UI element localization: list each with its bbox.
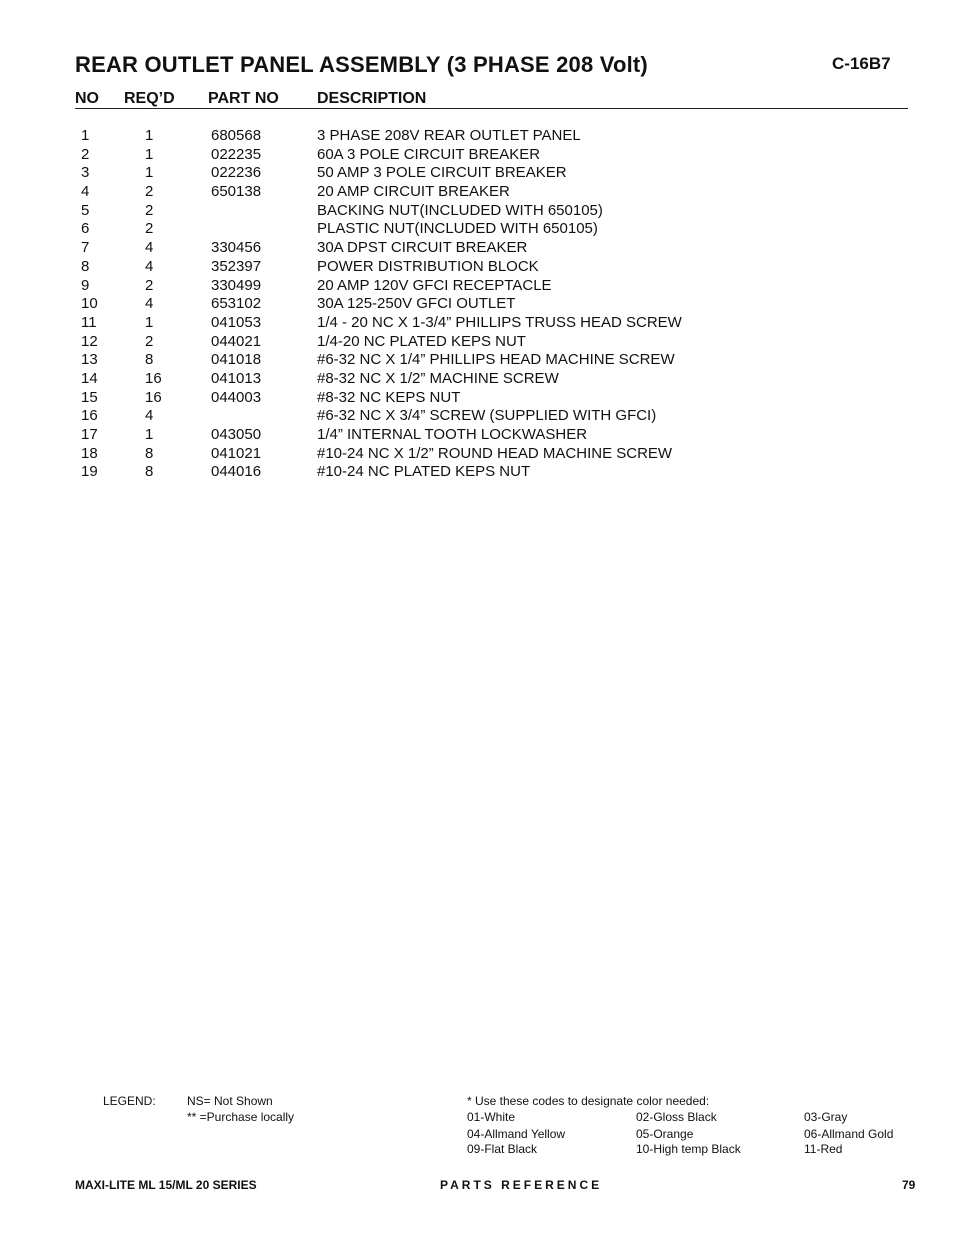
row-no: 10	[81, 295, 98, 313]
header-divider	[75, 108, 908, 109]
row-description: 50 AMP 3 POLE CIRCUIT BREAKER	[317, 164, 567, 182]
row-no: 17	[81, 426, 98, 443]
table-row	[0, 314, 954, 333]
row-no: 4	[81, 183, 90, 201]
row-no: 14	[81, 369, 98, 387]
row-no: 12	[81, 332, 98, 350]
row-description: 20 AMP 120V GFCI RECEPTACLE	[317, 276, 552, 294]
table-row	[0, 445, 954, 464]
legend-label: LEGEND:	[103, 1094, 156, 1108]
row-no: 13	[81, 351, 98, 369]
row-qty: 4	[145, 239, 154, 257]
table-row	[0, 220, 954, 239]
row-description: 3 PHASE 208V REAR OUTLET PANEL	[317, 127, 581, 144]
row-no: 16	[81, 407, 98, 425]
row-description: #6-32 NC X 3/4” SCREW (SUPPLIED WITH GFCI)	[317, 407, 657, 425]
color-code: 06-Allmand Gold	[804, 1127, 894, 1141]
legend-purchase: ** =Purchase locally	[187, 1110, 295, 1124]
row-description: 1/4 - 20 NC X 1-3/4” PHILLIPS TRUSS HEAD SCREW	[317, 313, 682, 331]
row-qty: 8	[145, 463, 154, 481]
table-row	[0, 239, 954, 258]
color-code: 01-White	[467, 1110, 516, 1124]
row-qty: 8	[145, 351, 154, 369]
row-description: #6-32 NC X 1/4” PHILLIPS HEAD MACHINE SCREW	[317, 351, 675, 369]
color-code: 05-Orange	[636, 1127, 694, 1141]
row-no: 2	[81, 145, 90, 163]
row-description: 1/4” INTERNAL TOOTH LOCKWASHER	[317, 426, 588, 443]
row-qty: 16	[145, 369, 162, 387]
row-part-no: 043050	[211, 426, 262, 443]
header-no: NO	[75, 90, 99, 107]
row-part-no: 044021	[211, 332, 262, 350]
color-code: 02-Gloss Black	[636, 1110, 717, 1124]
header-description: DESCRIPTION	[317, 90, 427, 107]
row-description: #8-32 NC X 1/2” MACHINE SCREW	[317, 369, 559, 387]
row-description: PLASTIC NUT(INCLUDED WITH 650105)	[317, 220, 598, 238]
row-part-no: 041053	[211, 313, 262, 331]
row-qty: 2	[145, 201, 154, 219]
header-req: REQ’D	[124, 90, 175, 107]
row-no: 7	[81, 239, 90, 257]
row-part-no: 041021	[211, 444, 262, 462]
row-no: 18	[81, 444, 98, 462]
row-no: 6	[81, 220, 90, 238]
row-description: BACKING NUT(INCLUDED WITH 650105)	[317, 201, 603, 219]
row-qty: 2	[145, 332, 154, 350]
table-row	[0, 389, 954, 408]
row-part-no: 041013	[211, 369, 262, 387]
row-qty: 2	[145, 276, 154, 294]
table-row	[0, 407, 954, 426]
table-row	[0, 202, 954, 221]
color-code: 11-Red	[804, 1142, 843, 1156]
row-qty: 4	[145, 407, 154, 425]
row-part-no: 352397	[211, 257, 262, 275]
row-no: 3	[81, 164, 90, 182]
table-row	[0, 146, 954, 165]
footer-section: PARTS REFERENCE	[440, 1178, 603, 1192]
table-row	[0, 127, 954, 146]
page-number: 79	[902, 1178, 916, 1192]
row-no: 19	[81, 463, 98, 481]
row-qty: 2	[145, 183, 154, 201]
table-row	[0, 333, 954, 352]
row-no: 11	[81, 313, 97, 331]
row-description: 20 AMP CIRCUIT BREAKER	[317, 183, 510, 201]
row-qty: 2	[145, 220, 154, 238]
table-row	[0, 370, 954, 389]
header-part-no: PART NO	[208, 90, 279, 107]
row-part-no: 022236	[211, 164, 262, 182]
page-title: REAR OUTLET PANEL ASSEMBLY (3 PHASE 208 Volt)	[75, 52, 648, 77]
row-no: 5	[81, 201, 90, 219]
row-part-no: 022235	[211, 145, 262, 163]
row-description: 30A DPST CIRCUIT BREAKER	[317, 239, 528, 257]
row-part-no: 653102	[211, 295, 262, 313]
legend-ns: NS= Not Shown	[187, 1094, 273, 1108]
color-code: 03-Gray	[804, 1110, 848, 1124]
table-row	[0, 295, 954, 314]
row-description: POWER DISTRIBUTION BLOCK	[317, 257, 539, 275]
color-code: 04-Allmand Yellow	[467, 1127, 566, 1141]
row-part-no: 650138	[211, 183, 262, 201]
table-row	[0, 351, 954, 370]
parts-table	[0, 127, 954, 482]
table-row	[0, 463, 954, 482]
row-part-no: 044003	[211, 388, 262, 406]
row-qty: 1	[145, 164, 154, 182]
row-qty: 1	[145, 127, 154, 144]
row-qty: 16	[145, 388, 162, 406]
row-description: 1/4-20 NC PLATED KEPS NUT	[317, 332, 526, 350]
row-part-no: 330456	[211, 239, 262, 257]
row-qty: 4	[145, 295, 154, 313]
row-description: #8-32 NC KEPS NUT	[317, 388, 461, 406]
row-description: #10-24 NC X 1/2” ROUND HEAD MACHINE SCREW	[317, 444, 673, 462]
row-qty: 1	[145, 426, 154, 443]
color-code: 10-High temp Black	[636, 1142, 741, 1156]
row-description: 60A 3 POLE CIRCUIT BREAKER	[317, 145, 541, 163]
row-description: 30A 125-250V GFCI OUTLET	[317, 295, 516, 313]
row-qty: 8	[145, 444, 154, 462]
row-description: #10-24 NC PLATED KEPS NUT	[317, 463, 531, 481]
table-row	[0, 183, 954, 202]
table-row	[0, 258, 954, 277]
page-code: C-16B7	[832, 54, 891, 73]
row-no: 1	[81, 127, 90, 144]
row-qty: 4	[145, 257, 154, 275]
table-row	[0, 426, 954, 445]
row-qty: 1	[145, 145, 154, 163]
row-no: 8	[81, 257, 90, 275]
row-part-no: 044016	[211, 463, 262, 481]
color-code: 09-Flat Black	[467, 1142, 538, 1156]
row-part-no: 680568	[211, 127, 262, 144]
footer-series: MAXI-LITE ML 15/ML 20 SERIES	[75, 1178, 257, 1192]
row-part-no: 041018	[211, 351, 262, 369]
table-row	[0, 164, 954, 183]
row-qty: 1	[145, 313, 154, 331]
row-part-no: 330499	[211, 276, 262, 294]
row-no: 15	[81, 388, 98, 406]
row-no: 9	[81, 276, 90, 294]
table-row	[0, 277, 954, 296]
color-note: * Use these codes to designate color needed:	[467, 1094, 710, 1108]
